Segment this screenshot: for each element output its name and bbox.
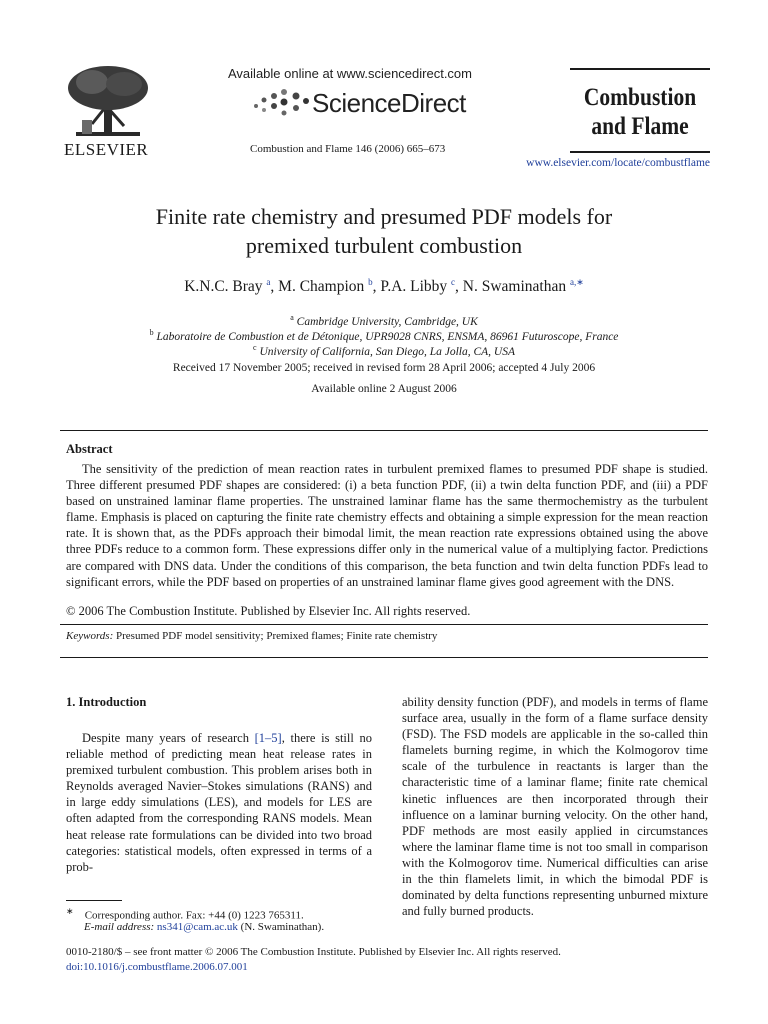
keywords-label: Keywords:	[66, 630, 114, 642]
journal-bottom-rule	[570, 151, 710, 153]
affiliation-text: Cambridge University, Cambridge, UK	[296, 315, 478, 328]
keywords-top-rule	[60, 624, 708, 625]
email-name: (N. Swaminathan).	[240, 921, 325, 933]
reference-link[interactable]: [1–5]	[254, 731, 282, 745]
journal-url-link[interactable]: www.elsevier.com/locate/combustflame	[526, 157, 710, 169]
affiliation-label: a	[290, 313, 294, 322]
affiliation-c	[60, 343, 708, 358]
footnote-rule	[66, 900, 122, 901]
journal-title-line2: and Flame	[591, 113, 689, 140]
doi-link[interactable]: doi:10.1016/j.combustflame.2006.07.001	[66, 961, 248, 973]
author-name: P.A. Libby	[380, 278, 448, 296]
footnote-mark: ∗	[66, 906, 74, 916]
journal-top-rule	[570, 68, 710, 70]
intro-text: , there is still no reliable method of predicting mean heat release rates in premixed turbulent combustion. This problem arises both in Reynolds averaged Navier–Stokes simulations (RANS) and in large eddy simulations (LES), and models for LES are often adapted from the corresponding RANS models. Mean heat release rate formulations can be divided into two broad categories: statistical models, often expressed in terms of a prob-	[66, 731, 373, 874]
sciencedirect-wordmark: ScienceDirect	[312, 88, 466, 118]
keywords-bottom-rule	[60, 657, 708, 658]
author-name: N. Swaminathan	[462, 278, 567, 296]
available-online-text[interactable]: Available online at www.sciencedirect.com	[228, 66, 472, 81]
article-title-line2: premixed turbulent combustion	[245, 233, 523, 258]
journal-title	[580, 83, 700, 141]
article-title-line1: Finite rate chemistry and presumed PDF models for	[155, 204, 613, 229]
journal-citation: Combustion and Flame 146 (2006) 665–673	[250, 143, 446, 155]
section-heading-introduction: 1. Introduction	[66, 695, 147, 709]
affiliation-mark[interactable]: c	[451, 277, 456, 287]
footnote-corresponding	[66, 906, 304, 922]
affiliation-a	[60, 313, 708, 328]
affiliation-mark[interactable]: a	[266, 277, 271, 287]
email-link[interactable]: ns341@cam.ac.uk	[156, 921, 238, 933]
author-name: M. Champion	[278, 278, 365, 296]
affiliation-mark[interactable]: a,∗	[570, 277, 584, 287]
affiliation-b	[60, 328, 708, 343]
intro-left-column	[66, 730, 372, 875]
author-list: K.N.C. Bray $^a$, M. Champion $^b$, P.A. Libby $^c$, N. Swaminathan $^{a,∗}$	[184, 277, 584, 296]
sciencedirect-dots-logo	[250, 86, 310, 118]
received-dates: Received 17 November 2005; received in revised form 28 April 2006; accepted 4 July 2006	[172, 362, 596, 374]
publisher-name: ELSEVIER	[64, 140, 149, 159]
affiliation-text: University of California, San Diego, La Jolla, CA, USA	[259, 345, 515, 358]
corresponding-author-text: Corresponding author. Fax: +44 (0) 1223 765311.	[84, 909, 304, 922]
intro-right-column: ability density function (PDF), and models in terms of flame surface area, usually in the form of a flame surface density (FSD). The FSD models are applicable in the so-called thin flamelets burning regime, in which the Kolmogorov time scale of the turbulence in reactants is larger than the characteristic time of a laminar flame; finite rate chemical kinetic influences are then incorporated through their influence on a laminar burning velocity. On the other hand, PDF methods are most easily applied in circumstances where the laminar flame time is not too small in comparison with the Kolmogorov time. Numerical difficulties can arise in the thin flamelets limit, in which the bimodal PDF is dominated by delta functions representing unburned mixture and fully burned products.	[402, 695, 708, 919]
abstract-heading: Abstract	[66, 442, 113, 456]
footnote-email	[84, 921, 324, 933]
author-name: K.N.C. Bray	[184, 278, 263, 296]
journal-title-line1: Combustion	[583, 84, 697, 111]
keywords	[66, 630, 437, 642]
affiliation-label: b	[149, 328, 154, 337]
affiliation-mark[interactable]: b	[368, 277, 373, 287]
abstract-copyright: © 2006 The Combustion Institute. Published by Elsevier Inc. All rights reserved.	[66, 604, 471, 618]
keywords-list: Presumed PDF model sensitivity; Premixed flames; Finite rate chemistry	[116, 630, 438, 642]
available-online-date: Available online 2 August 2006	[311, 383, 457, 395]
front-matter-line: 0010-2180/$ – see front matter © 2006 The Combustion Institute. Published by Elsevier Inc. All rights reserved.	[66, 946, 561, 958]
affiliation-label: c	[253, 343, 257, 352]
email-label: E-mail address:	[84, 921, 155, 933]
article-title	[60, 202, 708, 260]
abstract-text: The sensitivity of the prediction of mean reaction rates in turbulent premixed flames to presumed PDF shape is studied. Three different presumed PDF shapes are considered: (i) a beta function PDF, (ii) a twin delta function PDF, and (iii) a PDF based on unstrained laminar flame properties. The unstrained laminar flame has the same thermochemistry as the turbulent flame. Emphasis is placed on capturing the finite rate chemistry effects and obtaining a simple expression for the mean reaction rate. It is shown that, as the PDFs approach their bimodal limit, the mean reaction rate expressions obtained using the above three PDFs reduce to a common form. These expressions differ only in the numerical value of a multiplying factor. Predictions are compared with DNS data. Under the conditions of this comparison, the beta function and twin delta function PDFs lead to significant errors, while the PDF based on properties of an unstrained laminar flame gives good agreement with the DNS.	[66, 462, 708, 589]
elsevier-tree-logo	[62, 64, 154, 144]
intro-text: Despite many years of research	[82, 731, 255, 745]
abstract-top-rule	[60, 430, 708, 431]
affiliation-text: Laboratoire de Combustion et de Détonique, UPR9028 CNRS, ENSMA, 86961 Futuroscope, France	[156, 330, 619, 343]
